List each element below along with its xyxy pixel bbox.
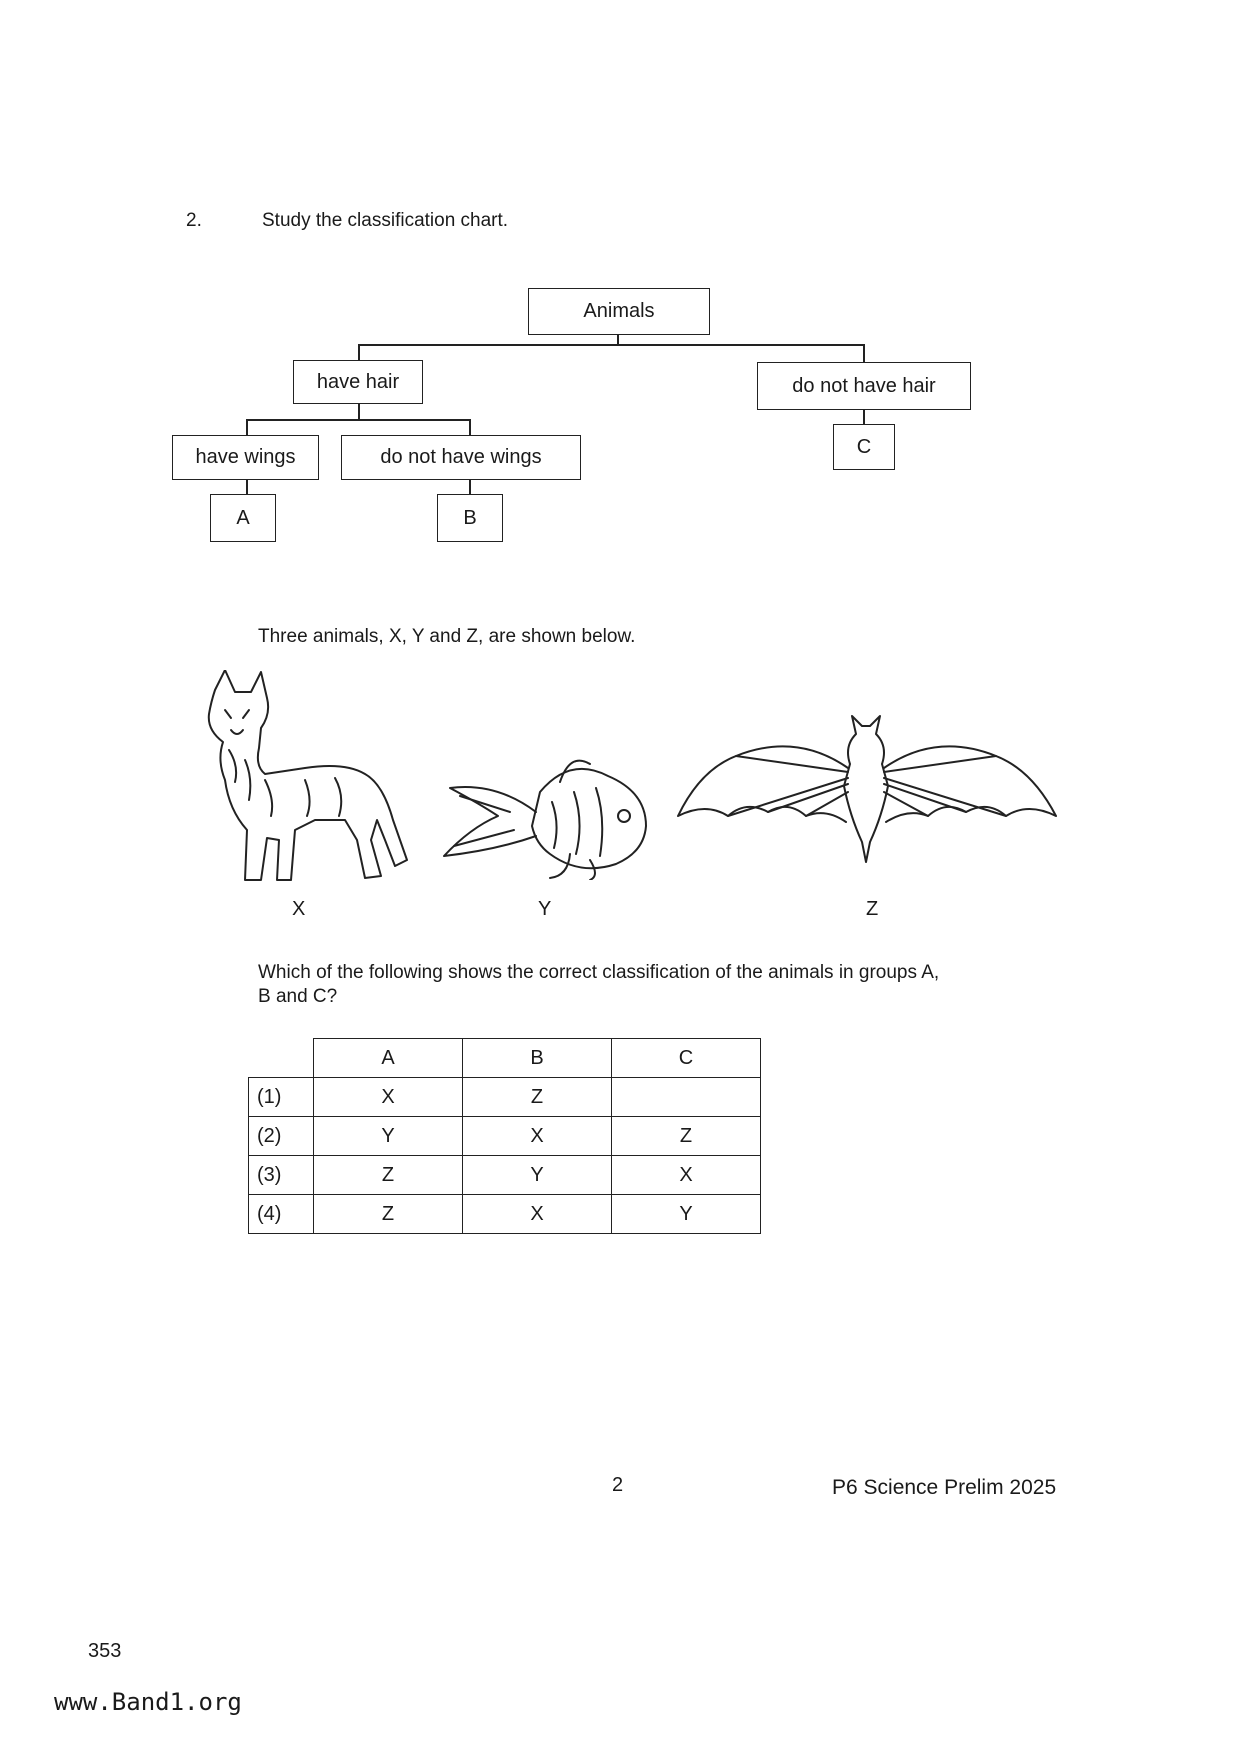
- page-count: 353: [88, 1640, 122, 1662]
- question-number: 2.: [186, 210, 202, 231]
- chart-have-hair-box: have hair: [293, 360, 423, 404]
- table-header-c: C: [612, 1039, 761, 1078]
- option-label: (3): [249, 1156, 314, 1195]
- connector: [358, 344, 864, 346]
- wolf-icon: [195, 670, 415, 890]
- connector: [863, 410, 865, 424]
- chart-group-c-box: C: [833, 424, 895, 470]
- connector: [358, 344, 360, 360]
- chart-no-wings-box: do not have wings: [341, 435, 581, 480]
- table-row[interactable]: [249, 1195, 761, 1234]
- table-header-row: [249, 1039, 761, 1078]
- chart-group-b-box: B: [437, 494, 503, 542]
- connector: [246, 419, 470, 421]
- connector: [863, 344, 865, 362]
- table-cell: Y: [314, 1117, 463, 1156]
- table-cell: Z: [314, 1195, 463, 1234]
- animal-label-y: Y: [538, 898, 552, 920]
- table-cell: [612, 1078, 761, 1117]
- connector: [469, 480, 471, 494]
- table-header-a: A: [314, 1039, 463, 1078]
- connector: [358, 404, 360, 420]
- exam-reference: P6 Science Prelim 2025: [832, 1476, 1057, 1499]
- chart-root-box: Animals: [528, 288, 710, 335]
- option-label: (4): [249, 1195, 314, 1234]
- table-cell: Z: [463, 1078, 612, 1117]
- table-row[interactable]: [249, 1156, 761, 1195]
- table-row[interactable]: [249, 1078, 761, 1117]
- connector: [469, 419, 471, 435]
- table-cell: X: [463, 1195, 612, 1234]
- table-corner: [249, 1039, 314, 1078]
- goldfish-icon: [440, 752, 652, 880]
- chart-group-a-box: A: [210, 494, 276, 542]
- question-stem: Study the classification chart.: [262, 210, 509, 231]
- option-label: (1): [249, 1078, 314, 1117]
- chart-have-wings-box: have wings: [172, 435, 319, 480]
- table-row[interactable]: [249, 1117, 761, 1156]
- table-cell: Y: [463, 1156, 612, 1195]
- bat-icon: [676, 712, 1058, 864]
- table-cell: Z: [612, 1117, 761, 1156]
- table-cell: Z: [314, 1156, 463, 1195]
- connector: [246, 419, 248, 435]
- table-cell: X: [314, 1078, 463, 1117]
- source-url: www.Band1.org: [54, 1688, 242, 1716]
- option-label: (2): [249, 1117, 314, 1156]
- animal-label-x: X: [292, 898, 306, 920]
- chart-no-hair-box: do not have hair: [757, 362, 971, 410]
- page-number: 2: [612, 1474, 624, 1496]
- animals-intro: Three animals, X, Y and Z, are shown below.: [258, 626, 636, 647]
- prompt-line-1: Which of the following shows the correct classification of the animals in groups A,: [258, 962, 940, 983]
- connector: [246, 480, 248, 494]
- table-header-b: B: [463, 1039, 612, 1078]
- table-cell: X: [612, 1156, 761, 1195]
- table-cell: X: [463, 1117, 612, 1156]
- animal-label-z: Z: [866, 898, 879, 920]
- prompt-line-2: B and C?: [258, 986, 338, 1007]
- answer-table: [248, 1038, 761, 1234]
- table-cell: Y: [612, 1195, 761, 1234]
